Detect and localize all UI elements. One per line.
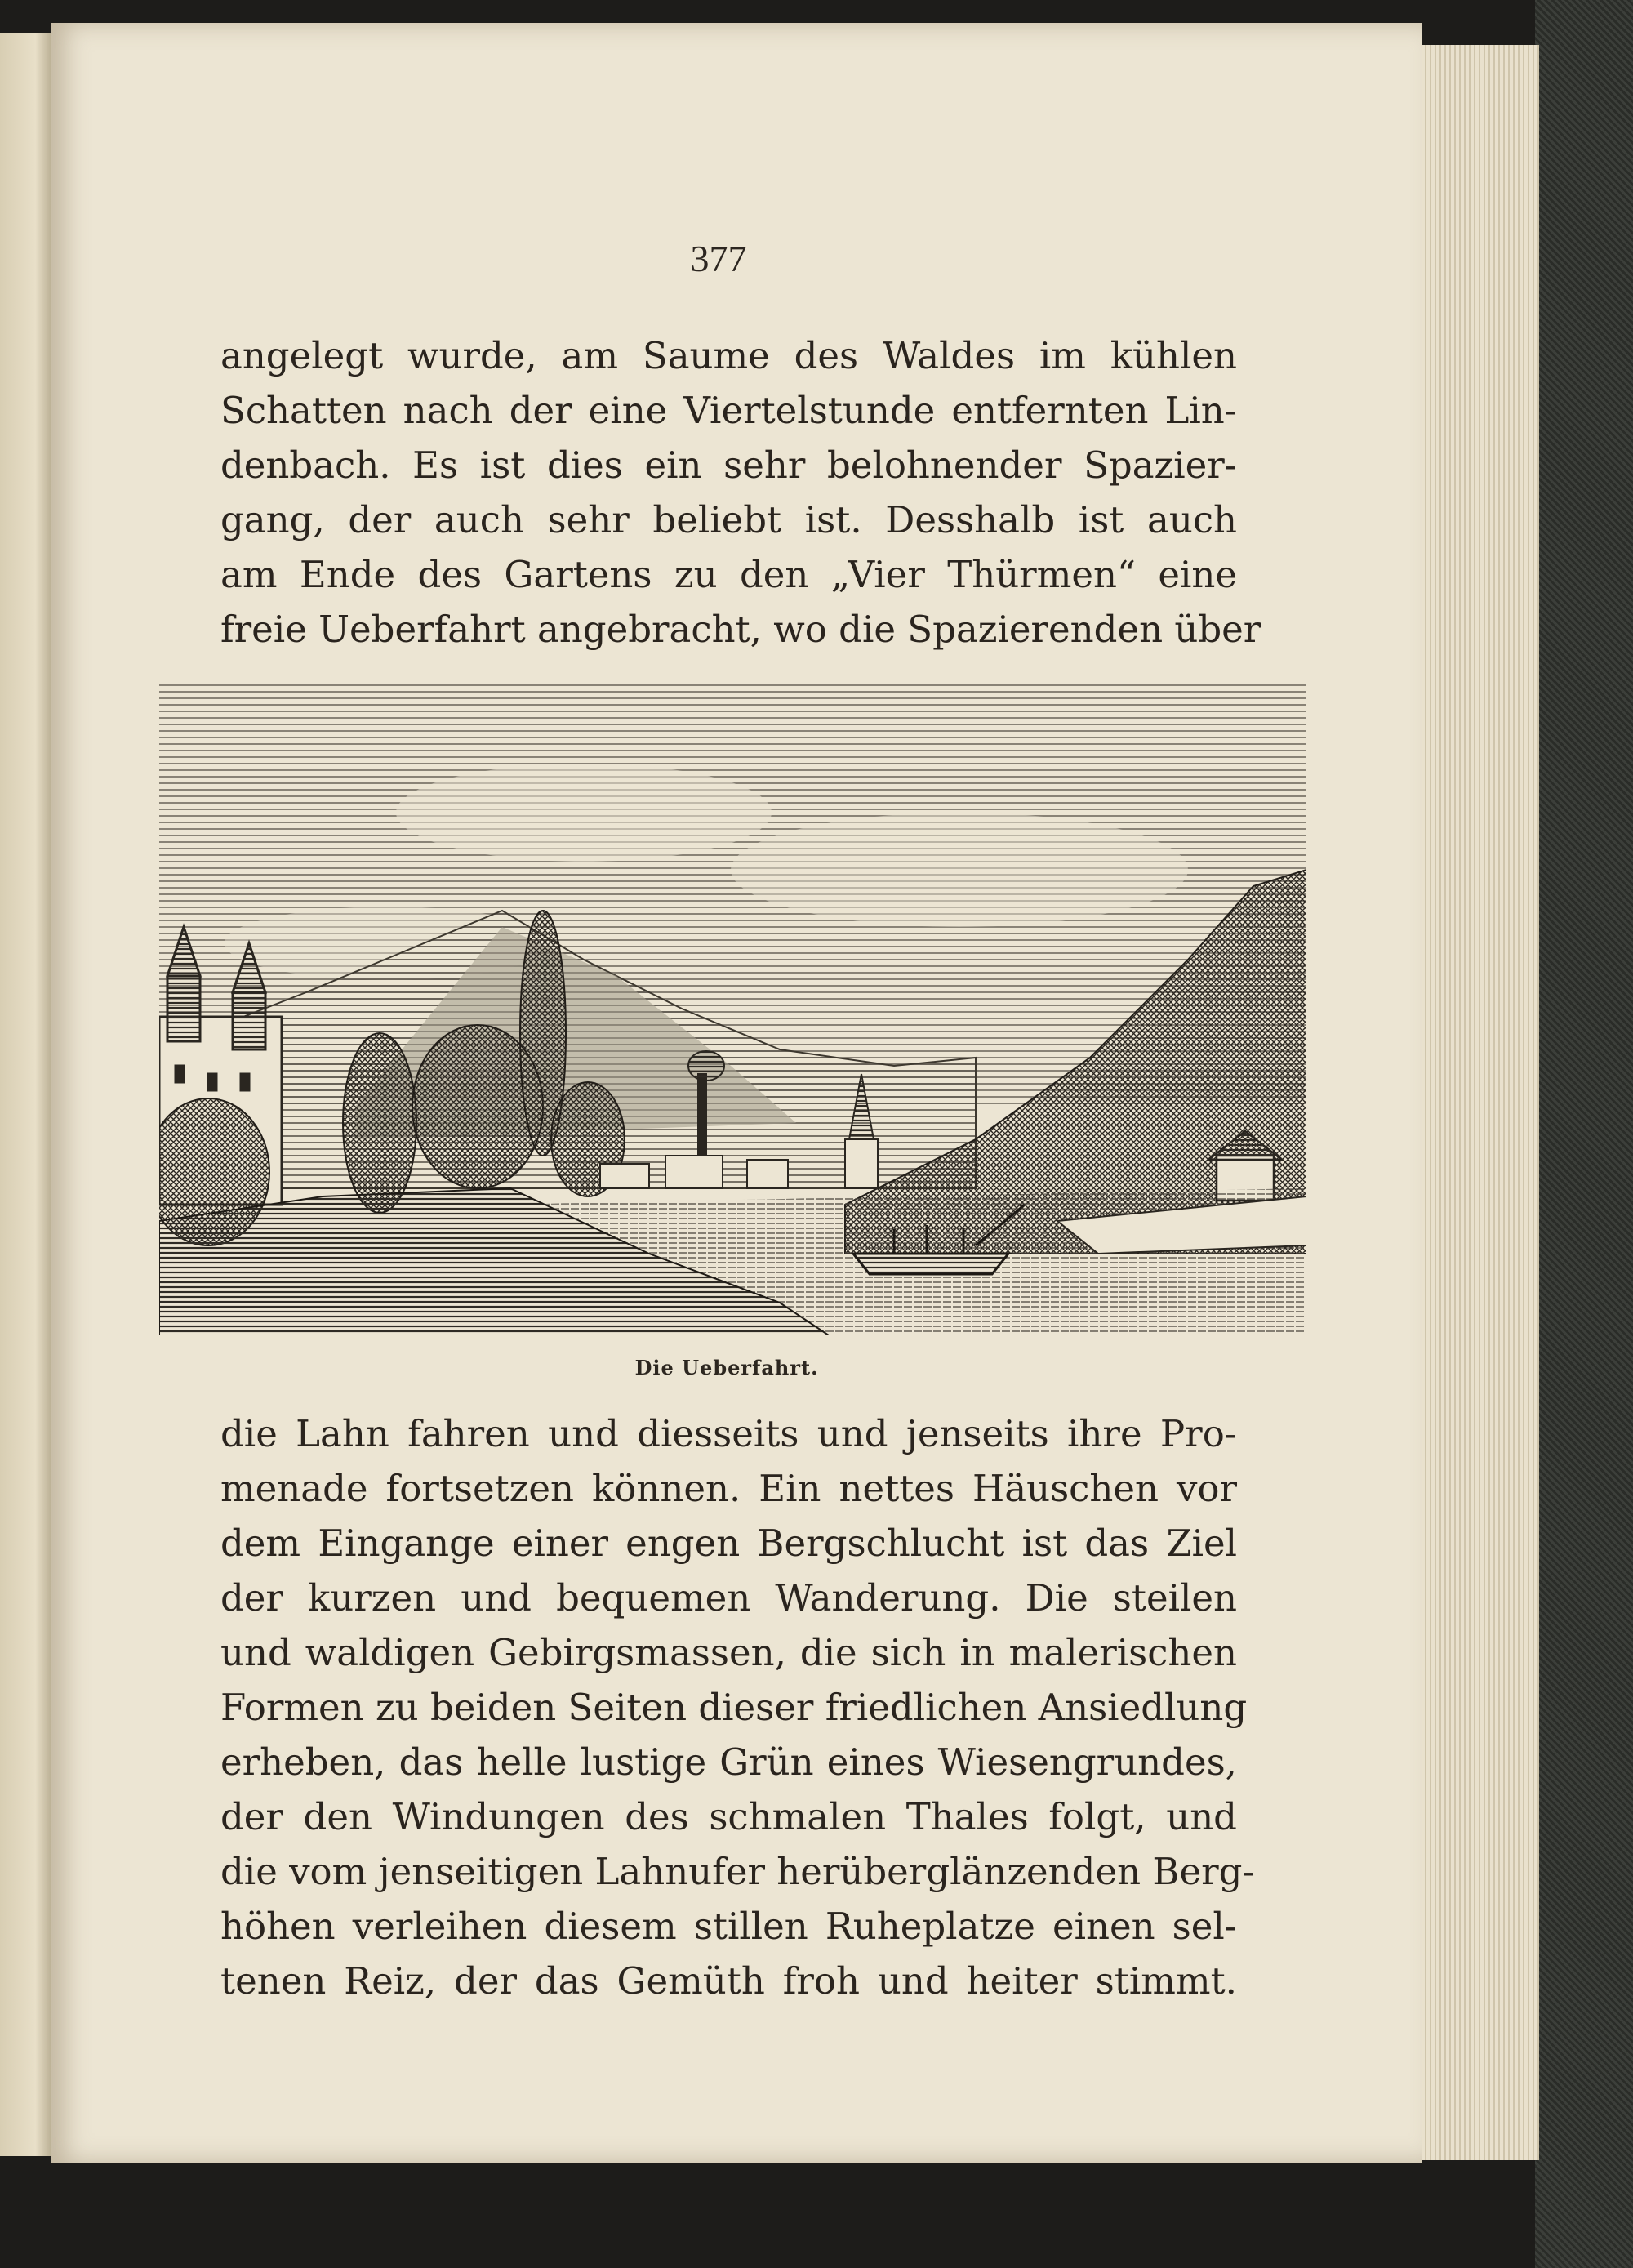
text-line: angelegt wurde, am Saume des Waldes im kühlen bbox=[220, 334, 1237, 377]
text-line: der den Windungen des schmalen Thales folgt, und bbox=[220, 1795, 1237, 1838]
figure-caption: Die Ueberfahrt. bbox=[634, 1356, 819, 1379]
text-line: Formen zu beiden Seiten dieser friedlichen Ansiedlung bbox=[220, 1686, 1248, 1729]
river-ferry-engraving bbox=[159, 682, 1306, 1335]
text-line: am Ende des Gartens zu den „Vier Thürmen“ eine bbox=[220, 553, 1237, 596]
page-stack-edges bbox=[1417, 45, 1539, 2160]
text-line: menade fortsetzen können. Ein nettes Häuschen vor bbox=[220, 1467, 1237, 1510]
engraving-illustration bbox=[159, 682, 1306, 1335]
text-line: und waldigen Gebirgsmassen, die sich in malerischen bbox=[220, 1631, 1237, 1674]
text-line: freie Ueberfahrt angebracht, wo die Spazierenden über bbox=[220, 608, 1261, 651]
text-line: tenen Reiz, der das Gemüth froh und heiter stimmt. bbox=[220, 1959, 1237, 2003]
text-line: der kurzen und bequemen Wanderung. Die steilen bbox=[220, 1576, 1237, 1620]
text-line: erheben, das helle lustige Grün eines Wiesengrundes, bbox=[220, 1740, 1237, 1784]
left-page-edge bbox=[0, 33, 51, 2156]
cloud bbox=[731, 813, 1188, 927]
cloud bbox=[396, 764, 772, 862]
text-line: die Lahn fahren und diesseits und jenseits ihre Pro- bbox=[220, 1412, 1237, 1455]
text-bottom-paragraph bbox=[220, 1406, 1255, 2008]
text-top-paragraph bbox=[220, 328, 1261, 657]
book-cover-edge bbox=[1535, 0, 1633, 2268]
text-line: denbach. Es ist dies ein sehr belohnender Spazier- bbox=[220, 443, 1237, 487]
page-number: 377 bbox=[690, 238, 747, 279]
text-line: die vom jenseitigen Lahnufer herüberglänzenden Berg- bbox=[220, 1850, 1255, 1893]
text-line: Schatten nach der eine Viertelstunde entfernten Lin- bbox=[220, 389, 1237, 432]
text-line: höhen verleihen diesem stillen Ruheplatze einen sel- bbox=[220, 1905, 1237, 1948]
text-line: gang, der auch sehr beliebt ist. Desshalb ist auch bbox=[220, 498, 1237, 541]
text-line: dem Eingange einer engen Bergschlucht ist das Ziel bbox=[220, 1522, 1237, 1565]
